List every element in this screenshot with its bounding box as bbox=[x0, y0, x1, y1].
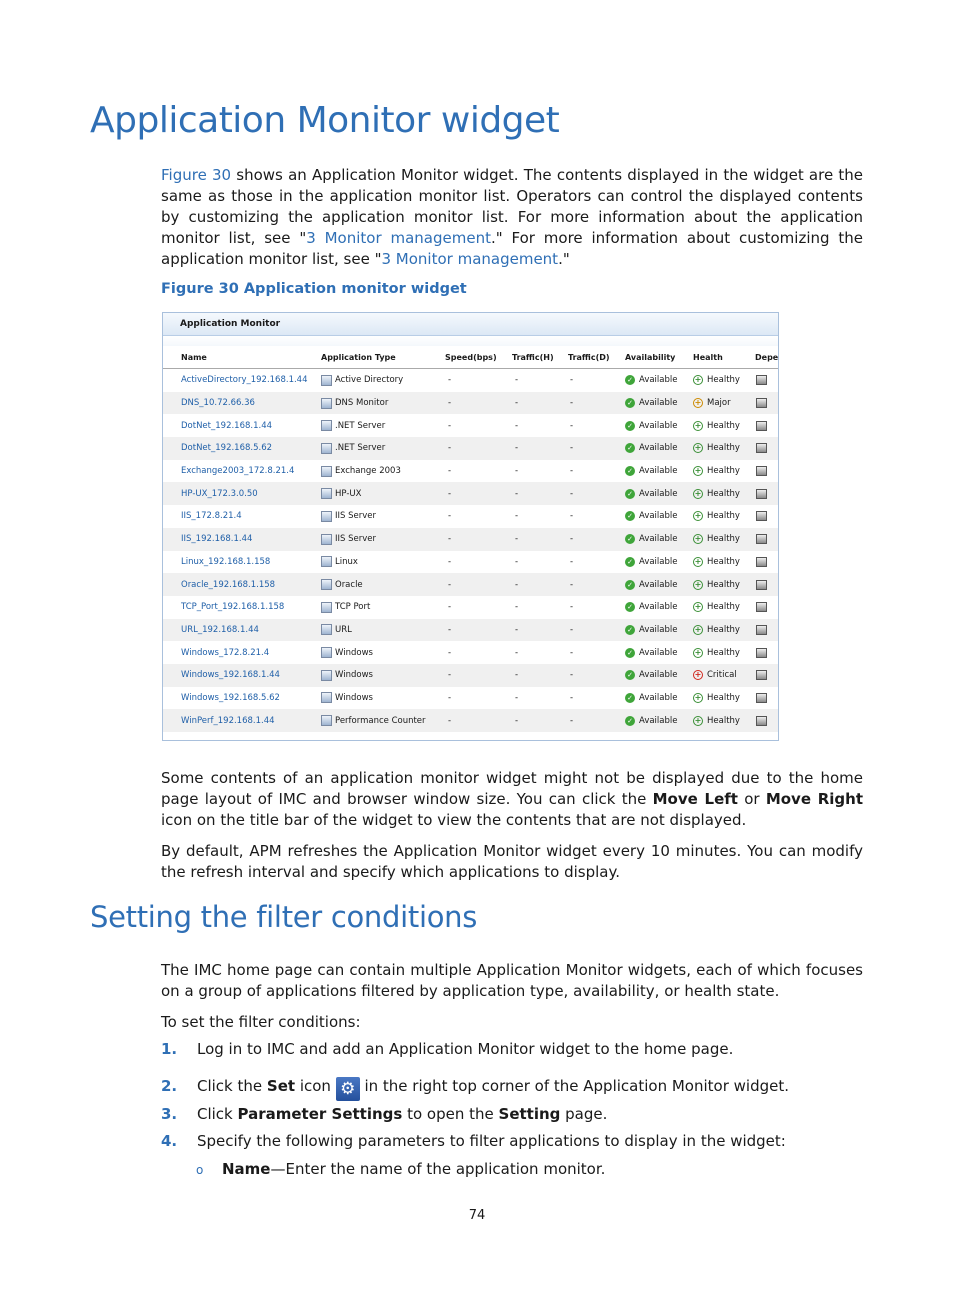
monitor-name-link[interactable]: Exchange2003_172.8.21.4 bbox=[181, 466, 295, 477]
health-value: Healthy bbox=[707, 375, 740, 386]
application-type: IIS Server bbox=[335, 511, 376, 522]
check-icon: ✓ bbox=[625, 534, 635, 544]
traffic-h-value: - bbox=[515, 647, 519, 658]
health-status-icon: + bbox=[694, 715, 702, 725]
health-value: Healthy bbox=[707, 647, 740, 658]
application-type-icon bbox=[321, 602, 332, 613]
intro-text-3: ." bbox=[558, 250, 570, 268]
step-text: page. bbox=[560, 1105, 608, 1123]
health-value: Healthy bbox=[707, 534, 740, 545]
health-status-icon: + bbox=[694, 579, 702, 589]
check-icon: ✓ bbox=[625, 443, 635, 453]
table-row[interactable] bbox=[163, 641, 778, 664]
availability-value: Available bbox=[639, 602, 678, 613]
health-value: Healthy bbox=[707, 556, 740, 567]
parameter-settings-label: Parameter Settings bbox=[237, 1105, 403, 1123]
widget-title-bar: Application Monitor bbox=[163, 313, 778, 336]
traffic-h-value: - bbox=[515, 715, 519, 726]
dependency-icon[interactable] bbox=[756, 693, 767, 703]
dependency-icon[interactable] bbox=[756, 489, 767, 499]
figure-caption: Figure 30 Application monitor widget bbox=[161, 281, 467, 297]
traffic-h-value: - bbox=[515, 692, 519, 703]
step-text: icon bbox=[295, 1077, 336, 1095]
step-number: 1. bbox=[161, 1040, 178, 1058]
availability-value: Available bbox=[639, 556, 678, 567]
check-icon: ✓ bbox=[625, 398, 635, 408]
set-label: Set bbox=[266, 1077, 296, 1095]
dependency-icon[interactable] bbox=[756, 534, 767, 544]
health-value: Healthy bbox=[707, 443, 740, 454]
application-type-icon bbox=[321, 556, 332, 567]
display-text-1: Some contents of an application monitor widget might not be displayed due to the home page layout of IMC and browser window size. You can click the bbox=[161, 769, 863, 808]
header-dependency[interactable]: Depe bbox=[755, 352, 779, 362]
application-type-icon bbox=[321, 670, 332, 681]
traffic-d-value: - bbox=[570, 647, 574, 658]
check-icon: ✓ bbox=[625, 625, 635, 635]
speed-value: - bbox=[448, 466, 452, 477]
widget-spacer bbox=[163, 336, 778, 346]
header-health[interactable]: Health bbox=[693, 352, 723, 362]
name-label: Name bbox=[222, 1160, 271, 1178]
monitor-name-link[interactable]: WinPerf_192.168.1.44 bbox=[181, 715, 275, 726]
table-row[interactable] bbox=[163, 369, 778, 392]
speed-value: - bbox=[448, 715, 452, 726]
table-row[interactable] bbox=[163, 619, 778, 642]
application-type-icon bbox=[321, 466, 332, 477]
traffic-d-value: - bbox=[570, 579, 574, 590]
speed-value: - bbox=[448, 556, 452, 567]
dependency-icon[interactable] bbox=[756, 602, 767, 612]
traffic-d-value: - bbox=[570, 466, 574, 477]
traffic-h-value: - bbox=[515, 420, 519, 431]
check-icon: ✓ bbox=[625, 489, 635, 499]
intro-paragraph bbox=[161, 165, 863, 270]
health-status-icon: + bbox=[694, 443, 702, 453]
monitor-name-link[interactable]: IIS_172.8.21.4 bbox=[181, 511, 242, 522]
check-icon: ✓ bbox=[625, 421, 635, 431]
speed-value: - bbox=[448, 692, 452, 703]
check-icon: ✓ bbox=[625, 693, 635, 703]
traffic-d-value: - bbox=[570, 602, 574, 613]
dependency-icon[interactable] bbox=[756, 466, 767, 476]
monitor-name-link[interactable]: Windows_172.8.21.4 bbox=[181, 647, 270, 658]
check-icon: ✓ bbox=[625, 511, 635, 521]
monitor-name-link[interactable]: Linux_192.168.1.158 bbox=[181, 556, 271, 567]
health-value: Healthy bbox=[707, 511, 740, 522]
speed-value: - bbox=[448, 670, 452, 681]
traffic-d-value: - bbox=[570, 420, 574, 431]
traffic-h-value: - bbox=[515, 579, 519, 590]
health-status-icon: + bbox=[694, 556, 702, 566]
traffic-h-value: - bbox=[515, 511, 519, 522]
application-type-icon bbox=[321, 375, 332, 386]
check-icon: ✓ bbox=[625, 648, 635, 658]
availability-value: Available bbox=[639, 692, 678, 703]
refresh-paragraph: By default, APM refreshes the Application Monitor widget every 10 minutes. You can modify the refresh interval and specify which applications to display. bbox=[161, 842, 863, 881]
traffic-d-value: - bbox=[570, 375, 574, 386]
health-value: Healthy bbox=[707, 602, 740, 613]
traffic-h-value: - bbox=[515, 398, 519, 409]
header-application-type[interactable]: Application Type bbox=[321, 352, 396, 362]
traffic-h-value: - bbox=[515, 466, 519, 477]
table-row[interactable] bbox=[163, 460, 778, 483]
speed-value: - bbox=[448, 534, 452, 545]
step-text: in the right top corner of the Application Monitor widget. bbox=[359, 1077, 789, 1095]
traffic-h-value: - bbox=[515, 602, 519, 613]
traffic-h-value: - bbox=[515, 375, 519, 386]
table-row[interactable] bbox=[163, 414, 778, 437]
monitor-name-link[interactable]: ActiveDirectory_192.168.1.44 bbox=[181, 375, 308, 386]
header-speed[interactable]: Speed(bps) bbox=[445, 352, 497, 362]
table-header bbox=[163, 346, 778, 369]
step-text: Click bbox=[197, 1105, 238, 1123]
application-type: Linux bbox=[335, 556, 358, 567]
health-status-icon: + bbox=[694, 488, 702, 498]
application-type-icon bbox=[321, 579, 332, 590]
monitor-name-link[interactable]: HP-UX_172.3.0.50 bbox=[181, 488, 258, 499]
monitor-name-link[interactable]: Oracle_192.168.1.158 bbox=[181, 579, 276, 590]
application-type-icon bbox=[321, 692, 332, 703]
setting-label: Setting bbox=[498, 1105, 561, 1123]
table-row[interactable] bbox=[163, 482, 778, 505]
monitor-management-link-2[interactable]: 3 Monitor management bbox=[381, 250, 559, 268]
monitor-name-link[interactable]: Windows_192.168.5.62 bbox=[181, 692, 280, 703]
move-right-label: Move Right bbox=[765, 790, 863, 808]
availability-value: Available bbox=[639, 466, 678, 477]
traffic-d-value: - bbox=[570, 715, 574, 726]
step-text: Log in to IMC and add an Application Monitor widget to the home page. bbox=[197, 1040, 734, 1058]
check-icon: ✓ bbox=[625, 670, 635, 680]
application-type-icon bbox=[321, 443, 332, 454]
application-type: IIS Server bbox=[335, 534, 376, 545]
monitor-name-link[interactable]: DotNet_192.168.5.62 bbox=[181, 443, 273, 454]
filter-steps-intro: To set the filter conditions: bbox=[161, 1013, 361, 1031]
monitor-name-link[interactable]: Windows_192.168.1.44 bbox=[181, 670, 280, 681]
step-number: 2. bbox=[161, 1077, 178, 1095]
health-status-icon: + bbox=[694, 647, 702, 657]
health-status-icon: + bbox=[694, 692, 702, 702]
availability-value: Available bbox=[639, 511, 678, 522]
section-title-application-monitor-widget: Application Monitor widget bbox=[90, 100, 560, 141]
step-number: 4. bbox=[161, 1132, 178, 1150]
application-type: .NET Server bbox=[335, 420, 386, 431]
availability-value: Available bbox=[639, 715, 678, 726]
intro-text-2: ." For more information about customizing the application monitor list, see " bbox=[161, 229, 863, 268]
health-status-icon: + bbox=[694, 511, 702, 521]
traffic-d-value: - bbox=[570, 624, 574, 635]
monitor-name-link[interactable]: IIS_192.168.1.44 bbox=[181, 534, 253, 545]
traffic-d-value: - bbox=[570, 398, 574, 409]
application-type-icon bbox=[321, 511, 332, 522]
step-text: Specify the following parameters to filter applications to display in the widget: bbox=[197, 1132, 786, 1150]
monitor-name-link[interactable]: DotNet_192.168.1.44 bbox=[181, 420, 273, 431]
application-type: Windows bbox=[335, 647, 373, 658]
step-3 bbox=[161, 1104, 607, 1124]
table-row[interactable] bbox=[163, 573, 778, 596]
dependency-icon[interactable] bbox=[756, 625, 767, 635]
application-type: Oracle bbox=[335, 579, 363, 590]
application-type: Performance Counter bbox=[335, 715, 426, 726]
check-icon: ✓ bbox=[625, 580, 635, 590]
speed-value: - bbox=[448, 624, 452, 635]
speed-value: - bbox=[448, 602, 452, 613]
health-value: Major bbox=[707, 398, 731, 409]
availability-value: Available bbox=[639, 579, 678, 590]
speed-value: - bbox=[448, 420, 452, 431]
application-type: Windows bbox=[335, 670, 373, 681]
monitor-name-link[interactable]: TCP_Port_192.168.1.158 bbox=[181, 602, 285, 613]
table-row[interactable] bbox=[163, 528, 778, 551]
section-title-filter-conditions: Setting the filter conditions bbox=[90, 900, 478, 934]
table-row[interactable] bbox=[163, 551, 778, 574]
availability-value: Available bbox=[639, 398, 678, 409]
dependency-icon[interactable] bbox=[756, 670, 767, 680]
availability-value: Available bbox=[639, 443, 678, 454]
health-status-icon: + bbox=[694, 670, 702, 680]
application-monitor-widget bbox=[162, 312, 779, 741]
table-row[interactable] bbox=[163, 709, 778, 732]
traffic-h-value: - bbox=[515, 670, 519, 681]
step-text: to open the bbox=[402, 1105, 499, 1123]
application-type: Windows bbox=[335, 692, 373, 703]
speed-value: - bbox=[448, 647, 452, 658]
table-row[interactable] bbox=[163, 687, 778, 710]
speed-value: - bbox=[448, 398, 452, 409]
monitor-name-link[interactable]: DNS_10.72.66.36 bbox=[181, 398, 255, 409]
speed-value: - bbox=[448, 511, 452, 522]
table-row[interactable] bbox=[163, 437, 778, 460]
traffic-h-value: - bbox=[515, 443, 519, 454]
health-status-icon: + bbox=[694, 602, 702, 612]
traffic-d-value: - bbox=[570, 670, 574, 681]
traffic-d-value: - bbox=[570, 556, 574, 567]
traffic-h-value: - bbox=[515, 556, 519, 567]
health-value: Critical bbox=[707, 670, 737, 681]
traffic-h-value: - bbox=[515, 624, 519, 635]
availability-value: Available bbox=[639, 534, 678, 545]
health-value: Healthy bbox=[707, 466, 740, 477]
health-status-icon: + bbox=[694, 624, 702, 634]
health-value: Healthy bbox=[707, 579, 740, 590]
traffic-d-value: - bbox=[570, 534, 574, 545]
table-row[interactable] bbox=[163, 596, 778, 619]
health-status-icon: + bbox=[694, 420, 702, 430]
table-row[interactable] bbox=[163, 664, 778, 687]
step-1 bbox=[161, 1039, 733, 1059]
application-type: Exchange 2003 bbox=[335, 466, 401, 477]
application-type: Active Directory bbox=[335, 375, 404, 386]
step-text: Click the bbox=[197, 1077, 267, 1095]
availability-value: Available bbox=[639, 670, 678, 681]
header-traffic-h[interactable]: Traffic(H) bbox=[512, 352, 554, 362]
application-type-icon bbox=[321, 715, 332, 726]
table-body bbox=[163, 369, 778, 732]
dependency-icon[interactable] bbox=[756, 511, 767, 521]
health-value: Healthy bbox=[707, 715, 740, 726]
application-type: URL bbox=[335, 624, 352, 635]
check-icon: ✓ bbox=[625, 602, 635, 612]
check-icon: ✓ bbox=[625, 375, 635, 385]
speed-value: - bbox=[448, 375, 452, 386]
hollow-circle-bullet-icon: o bbox=[196, 1163, 204, 1177]
availability-value: Available bbox=[639, 488, 678, 499]
application-type-icon bbox=[321, 534, 332, 545]
speed-value: - bbox=[448, 488, 452, 499]
intro-text-1: shows an Application Monitor widget. The contents displayed in the widget are the same as those in the application monitor list. Operators can control the displayed contents by customizing the application monitor list. For more information about the application monitor list, see " bbox=[161, 166, 863, 247]
step-2 bbox=[161, 1076, 789, 1101]
health-status-icon: + bbox=[694, 466, 702, 476]
dependency-icon[interactable] bbox=[756, 580, 767, 590]
health-status-icon: + bbox=[694, 375, 702, 385]
dependency-icon[interactable] bbox=[756, 557, 767, 567]
application-type-icon bbox=[321, 624, 332, 635]
display-paragraph bbox=[161, 768, 863, 831]
health-value: Healthy bbox=[707, 692, 740, 703]
application-type: DNS Monitor bbox=[335, 398, 389, 409]
application-type: TCP Port bbox=[335, 602, 371, 613]
table-row[interactable] bbox=[163, 392, 778, 415]
availability-value: Available bbox=[639, 624, 678, 635]
speed-value: - bbox=[448, 579, 452, 590]
monitor-management-link-1[interactable]: 3 Monitor management bbox=[306, 229, 491, 247]
check-icon: ✓ bbox=[625, 466, 635, 476]
filter-intro-paragraph: The IMC home page can contain multiple Application Monitor widgets, each of which focuses on a group of applications filtered by application type, availability, or health state. bbox=[161, 961, 863, 1000]
display-text-2: or bbox=[737, 790, 766, 808]
dependency-icon[interactable] bbox=[756, 648, 767, 658]
step-4 bbox=[161, 1131, 786, 1151]
gear-icon: ⚙ bbox=[336, 1077, 360, 1101]
sub-item-text: —Enter the name of the application monitor. bbox=[270, 1160, 606, 1178]
dependency-icon[interactable] bbox=[756, 716, 767, 726]
health-status-icon: + bbox=[694, 534, 702, 544]
dependency-icon[interactable] bbox=[756, 375, 767, 385]
speed-value: - bbox=[448, 443, 452, 454]
figure-30-link[interactable]: Figure 30 bbox=[161, 166, 232, 184]
move-left-label: Move Left bbox=[652, 790, 738, 808]
header-traffic-d[interactable]: Traffic(D) bbox=[568, 352, 610, 362]
traffic-h-value: - bbox=[515, 488, 519, 499]
health-value: Healthy bbox=[707, 420, 740, 431]
header-name[interactable]: Name bbox=[181, 352, 207, 362]
application-type: HP-UX bbox=[335, 488, 362, 499]
table-row[interactable] bbox=[163, 505, 778, 528]
availability-value: Available bbox=[639, 647, 678, 658]
application-type-icon bbox=[321, 420, 332, 431]
traffic-d-value: - bbox=[570, 692, 574, 703]
check-icon: ✓ bbox=[625, 716, 635, 726]
traffic-h-value: - bbox=[515, 534, 519, 545]
application-type-icon bbox=[321, 398, 332, 409]
health-value: Healthy bbox=[707, 624, 740, 635]
display-text-3: icon on the title bar of the widget to view the contents that are not displayed. bbox=[161, 811, 747, 829]
sub-item-name bbox=[196, 1159, 605, 1180]
application-type: .NET Server bbox=[335, 443, 386, 454]
health-status-icon: + bbox=[694, 398, 702, 408]
availability-value: Available bbox=[639, 420, 678, 431]
monitor-name-link[interactable]: URL_192.168.1.44 bbox=[181, 624, 259, 635]
page-number: 74 bbox=[468, 1208, 486, 1223]
traffic-d-value: - bbox=[570, 488, 574, 499]
check-icon: ✓ bbox=[625, 557, 635, 567]
dependency-icon[interactable] bbox=[756, 398, 767, 408]
health-value: Healthy bbox=[707, 488, 740, 499]
availability-value: Available bbox=[639, 375, 678, 386]
application-type-icon bbox=[321, 647, 332, 658]
step-number: 3. bbox=[161, 1105, 178, 1123]
dependency-icon[interactable] bbox=[756, 421, 767, 431]
traffic-d-value: - bbox=[570, 443, 574, 454]
dependency-icon[interactable] bbox=[756, 443, 767, 453]
application-type-icon bbox=[321, 488, 332, 499]
traffic-d-value: - bbox=[570, 511, 574, 522]
header-availability[interactable]: Availability bbox=[625, 352, 676, 362]
